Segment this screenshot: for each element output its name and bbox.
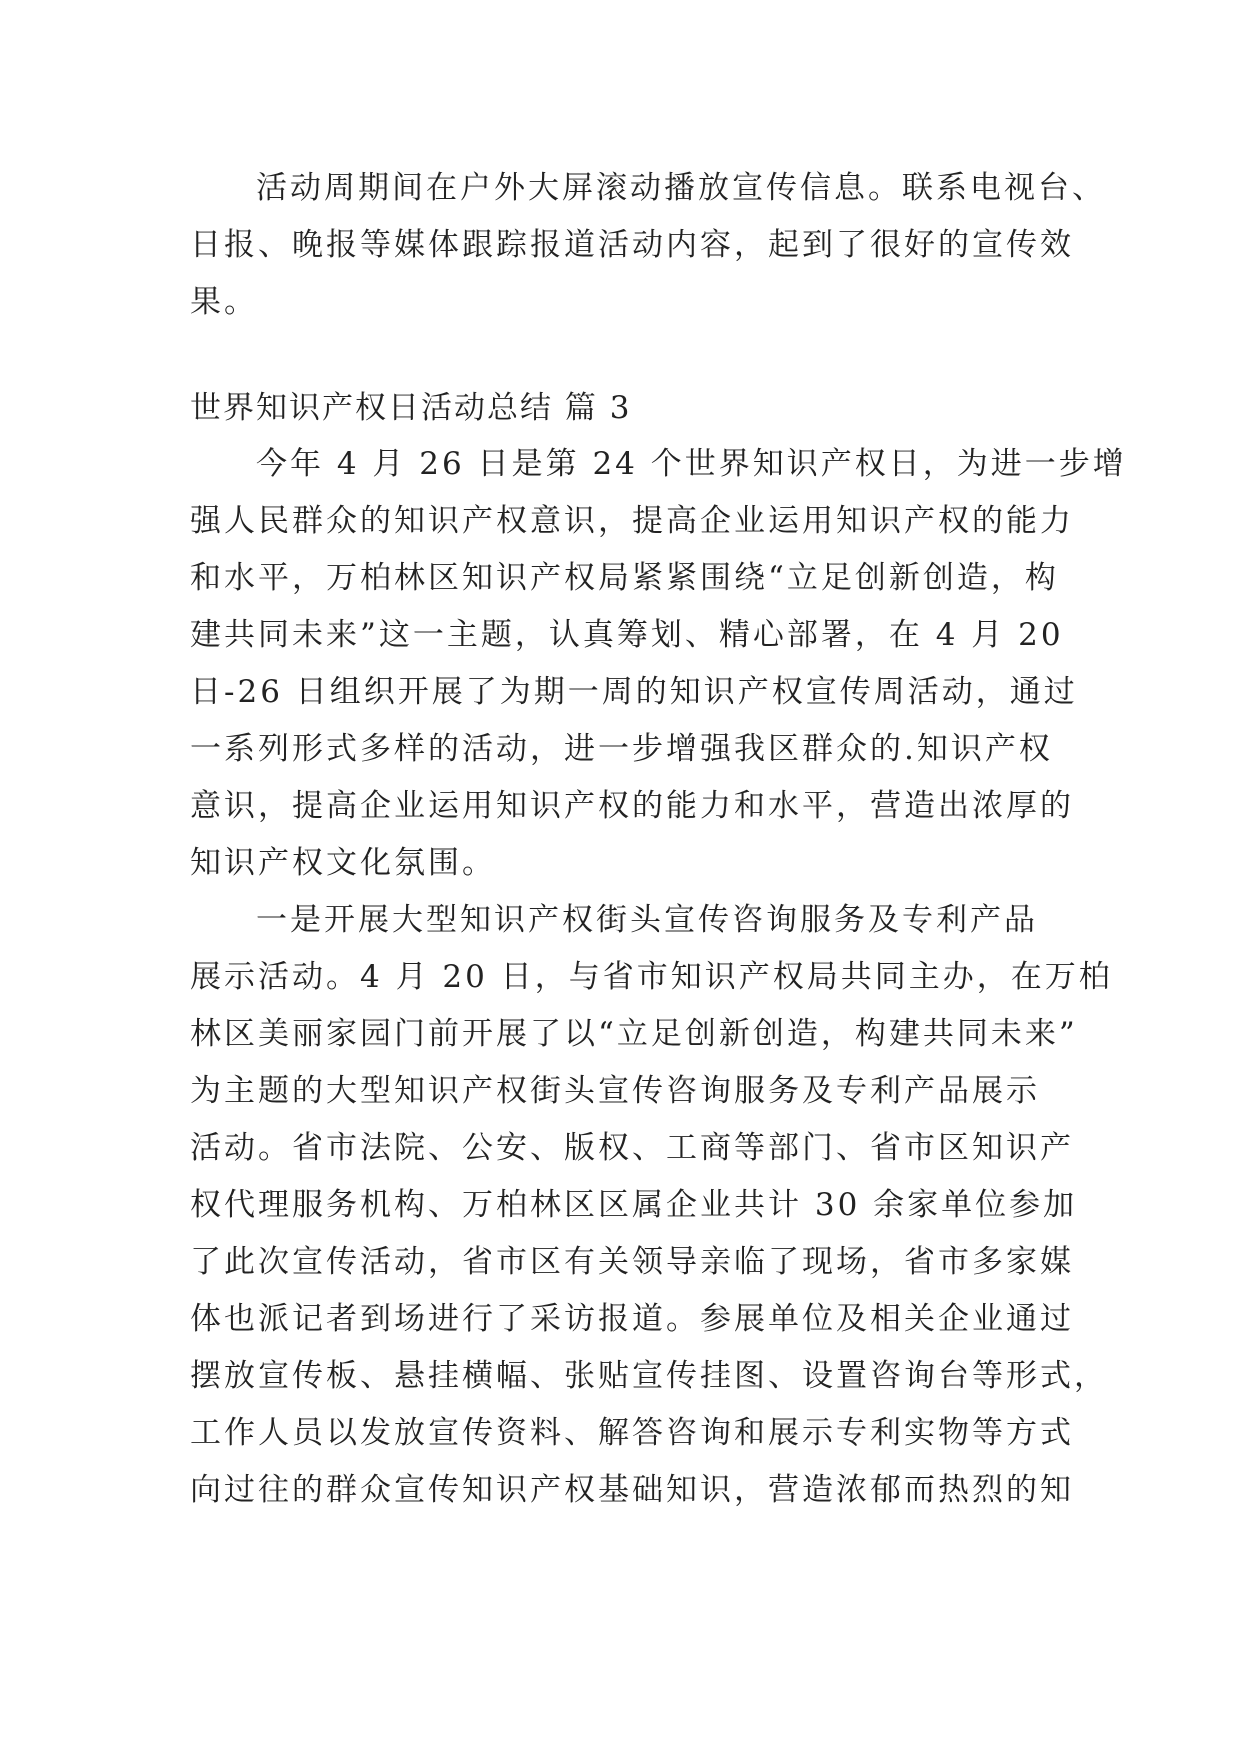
paragraph-line: 体也派记者到场进行了采访报道。参展单位及相关企业通过: [190, 1301, 1074, 1337]
paragraph-line: 活动。省市法院、公安、版权、工商等部门、省市区知识产: [190, 1130, 1074, 1166]
paragraph-line: 日报、晚报等媒体跟踪报道活动内容，起到了很好的宣传效: [190, 227, 1074, 263]
paragraph-1: [190, 160, 1106, 331]
paragraph-line: 强人民群众的知识产权意识，提高企业运用知识产权的能力: [190, 503, 1074, 539]
paragraph-line: 知识产权文化氛围。: [190, 845, 496, 881]
document-body: [190, 160, 1127, 1519]
paragraph-line: 一系列形式多样的活动，进一步增强我区群众的.知识产权: [190, 731, 1053, 767]
paragraph-line: 权代理服务机构、万柏林区区属企业共计 30 余家单位参加: [190, 1187, 1078, 1223]
paragraph-line: 一是开展大型知识产权街头宣传咨询服务及专利产品: [256, 902, 1038, 938]
paragraph-line: 和水平，万柏林区知识产权局紧紧围绕“立足创新创造，构: [190, 560, 1059, 596]
paragraph-line: 林区美丽家园门前开展了以“立足创新创造，构建共同未来”: [190, 1016, 1078, 1052]
paragraph-line: 今年 4 月 26 日是第 24 个世界知识产权日，为进一步增: [256, 446, 1127, 482]
paragraph-line: 果。: [190, 284, 258, 320]
paragraph-line: 向过往的群众宣传知识产权基础知识，营造浓郁而热烈的知: [190, 1472, 1074, 1508]
paragraph-line: 意识，提高企业运用知识产权的能力和水平，营造出浓厚的: [190, 788, 1074, 824]
paragraph-3: [190, 892, 1113, 1519]
section-heading: 世界知识产权日活动总结 篇 3: [190, 390, 632, 426]
paragraph-line: 工作人员以发放宣传资料、解答咨询和展示专利实物等方式: [190, 1415, 1074, 1451]
paragraph-2: [190, 436, 1127, 892]
paragraph-line: 日-26 日组织开展了为期一周的知识产权宣传周活动，通过: [190, 674, 1078, 710]
paragraph-line: 建共同未来”这一主题，认真筹划、精心部署，在 4 月 20: [190, 617, 1064, 653]
paragraph-line: 摆放宣传板、悬挂横幅、张贴宣传挂图、设置咨询台等形式，: [190, 1358, 1108, 1394]
paragraph-line: 为主题的大型知识产权街头宣传咨询服务及专利产品展示: [190, 1073, 1040, 1109]
paragraph-line: 展示活动。4 月 20 日，与省市知识产权局共同主办，在万柏: [190, 959, 1113, 995]
paragraph-line: 活动周期间在户外大屏滚动播放宣传信息。联系电视台、: [256, 170, 1106, 206]
paragraph-line: 了此次宣传活动，省市区有关领导亲临了现场，省市多家媒: [190, 1244, 1074, 1280]
